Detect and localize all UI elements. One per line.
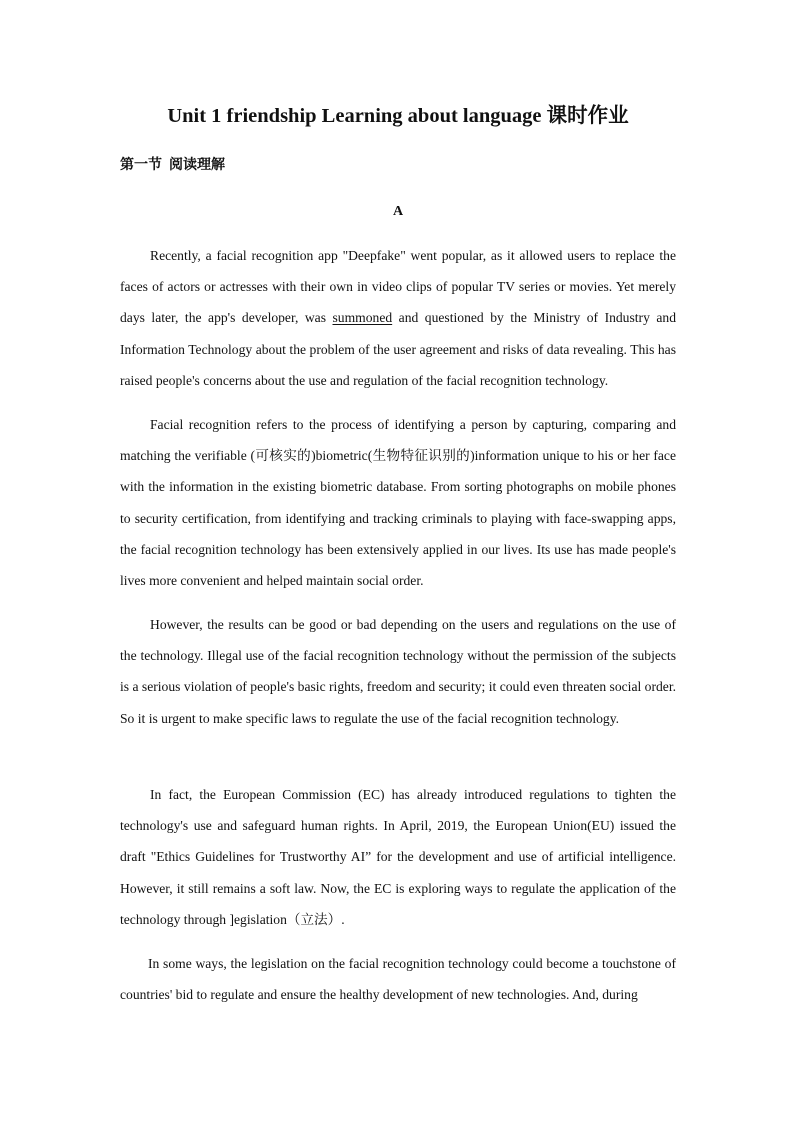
- paragraph-4: In fact, the European Commission (EC) has already introduced regulations to tighten the technology's use and safeguard human rights. In April, 2019, the European Union(EU) issued the draft "Ethics Guidelines for Trustworthy AI” for the development and use of artificial intelligence. However, it still remains a soft law. Now, the EC is exploring ways to regulate the application of the technology through ]egislation（立法）.: [120, 787, 676, 927]
- paragraph-1: [120, 240, 676, 396]
- document-title: Unit 1 friendship Learning about language 课时作业: [167, 105, 629, 127]
- paragraph-3: However, the results can be good or bad depending on the users and regulations on the use of the technology. Illegal use of the facial recognition technology without the permission of the subjects is a serious violation of people's basic rights, freedom and security; it could even threaten social order. So it is urgent to make specific laws to regulate the use of the facial recognition technology.: [120, 617, 676, 726]
- passage-label: A: [392, 204, 404, 219]
- document-page: [120, 0, 676, 1122]
- section-heading: 第一节 阅读理解: [120, 158, 225, 173]
- underlined-word: summoned: [332, 310, 393, 326]
- paragraph-5: In some ways, the legislation on the facial recognition technology could become a touchstone of countries' bid to regulate and ensure the healthy development of new technologies. And, during: [120, 956, 676, 1003]
- paragraph-1-text-end: and questioned by the Ministry of Industry and Information Technology about the problem of the user agreement and risks of data revealing. This has raised people's concerns about the use and regulation of the facial recognition technology.: [120, 310, 677, 388]
- paragraph-1-text-start: Recently, a facial recognition app "Deepfake" went popular, as it allowed users to replace the faces of actors or actresses with their own in video clips of popular TV series or movies. Yet merely days later, the app's developer, was: [120, 248, 676, 326]
- paragraph-2: Facial recognition refers to the process of identifying a person by capturing, comparing and matching the verifiable (可核实的)biometric(生物特征识别的)information unique to his or her face with the information in the existing biometric database. From sorting photographs on mobile phones to security certification, from identifying and tracking criminals to playing with face-swapping apps, the facial recognition technology has been extensively applied in our lives. Its use has made people's lives more convenient and helped maintain social order.: [120, 417, 676, 589]
